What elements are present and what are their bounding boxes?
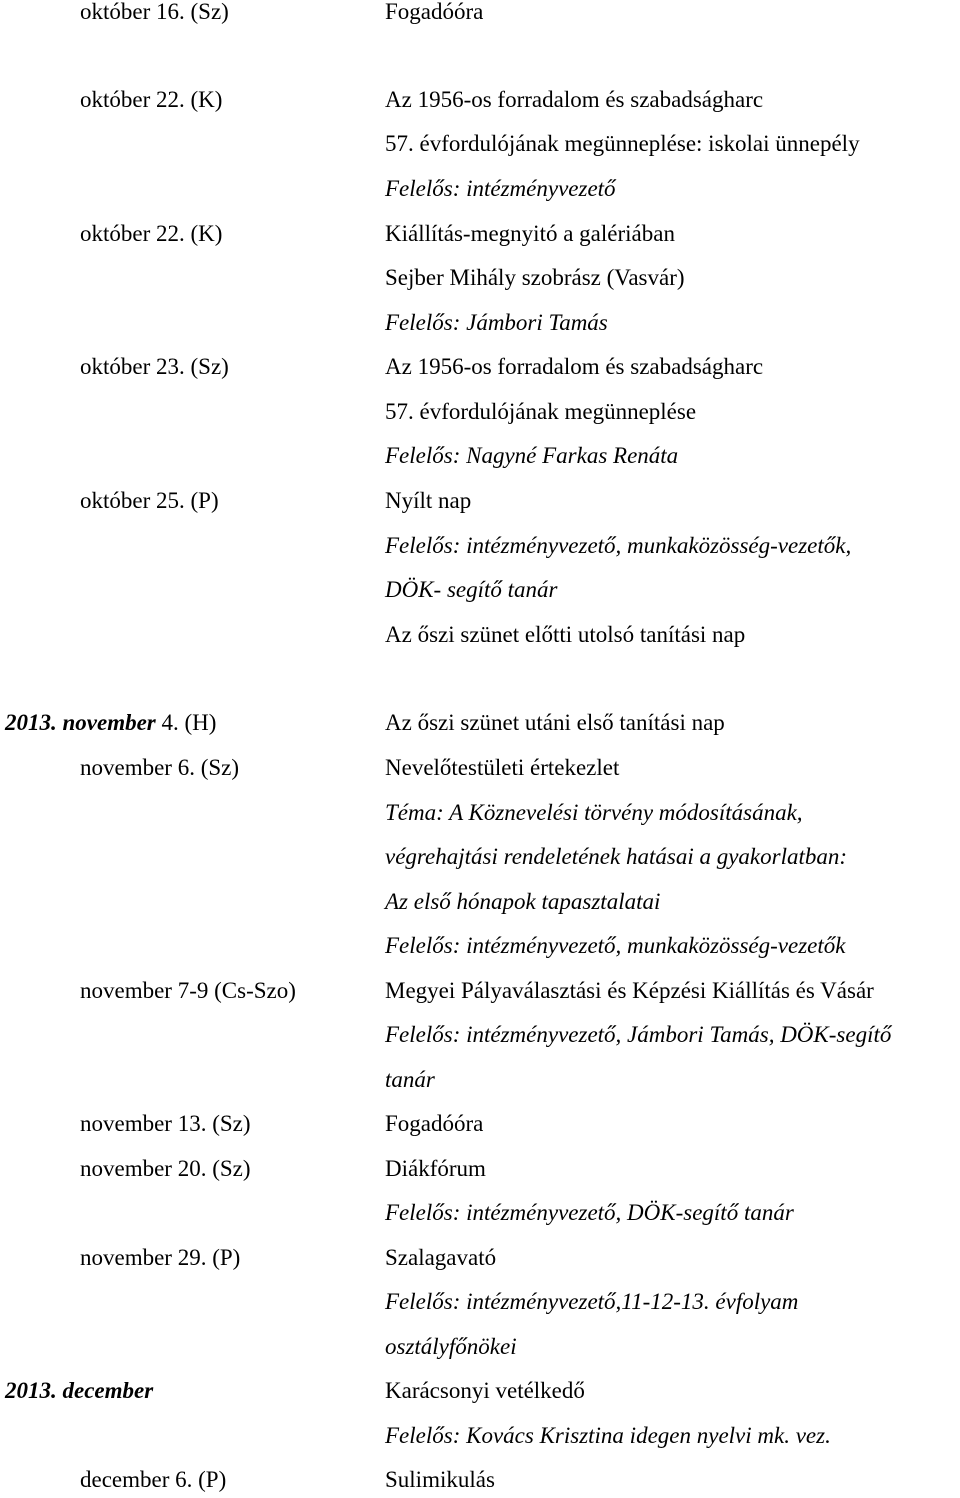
event-topic: végrehajtási rendeletének hatásai a gyakorlatban: (385, 844, 848, 869)
date-label: október 16. (Sz) (80, 0, 229, 24)
event-title: Sejber Mihály szobrász (Vasvár) (385, 265, 685, 290)
event-responsible: Felelős: Nagyné Farkas Renáta (385, 443, 679, 468)
event-title: Kiállítás-megnyitó a galériában (385, 221, 675, 246)
month-heading: 2013. december (5, 1378, 154, 1403)
date-label: október 22. (K) (80, 87, 223, 112)
event-title: Az 1956-os forradalom és szabadságharc (385, 354, 764, 379)
date-label: november 7-9 (Cs-Szo) (80, 978, 296, 1003)
event-responsible: Felelős: Kovács Krisztina idegen nyelvi mk. vez. (385, 1423, 831, 1448)
event-title: Az 1956-os forradalom és szabadságharc (385, 87, 764, 112)
event-responsible: Felelős: intézményvezető (385, 176, 616, 201)
event-title: Fogadóóra (385, 1111, 484, 1136)
event-topic: Az első hónapok tapasztalatai (385, 889, 661, 914)
event-title: Megyei Pályaválasztási és Képzési Kiállítás és Vásár (385, 978, 874, 1003)
event-title: Szalagavató (385, 1245, 497, 1270)
date-label: november 6. (Sz) (80, 755, 240, 780)
date-label (5, 709, 216, 737)
date-label: október 25. (P) (80, 488, 219, 513)
event-title: Az őszi szünet utáni első tanítási nap (385, 710, 725, 735)
event-title: 57. évfordulójának megünneplése: iskolai ünnepély (385, 131, 860, 156)
event-title: 57. évfordulójának megünneplése (385, 399, 697, 424)
month-heading: 2013. november (5, 710, 156, 735)
date-label: október 23. (Sz) (80, 354, 229, 379)
event-responsible: Felelős: intézményvezető, DÖK-segítő tanár (385, 1200, 794, 1225)
event-title: Karácsonyi vetélkedő (385, 1378, 585, 1403)
event-responsible: Felelős: intézményvezető, munkaközösség-vezetők, (385, 533, 852, 558)
date-label: november 13. (Sz) (80, 1111, 251, 1136)
date-label: november 20. (Sz) (80, 1156, 251, 1181)
event-title: Sulimikulás (385, 1467, 495, 1492)
event-topic: Téma: A Köznevelési törvény módosításának, (385, 800, 803, 825)
event-responsible: DÖK- segítő tanár (385, 577, 558, 602)
event-responsible: Felelős: intézményvezető, munkaközösség-vezetők (385, 933, 846, 958)
date-label: december 6. (P) (80, 1467, 227, 1492)
date-label: október 22. (K) (80, 221, 223, 246)
event-title: Diákfórum (385, 1156, 486, 1181)
event-note: Az őszi szünet előtti utolsó tanítási nap (385, 622, 746, 647)
event-title: Fogadóóra (385, 0, 484, 24)
event-responsible: osztályfőnökei (385, 1334, 517, 1359)
date-day: 4. (H) (155, 710, 217, 735)
date-label: november 29. (P) (80, 1245, 241, 1270)
event-responsible: Felelős: intézményvezető, Jámbori Tamás, DÖK-segítő (385, 1022, 892, 1047)
event-responsible: Felelős: Jámbori Tamás (385, 310, 608, 335)
event-title: Nevelőtestületi értekezlet (385, 755, 620, 780)
event-responsible: Felelős: intézményvezető,11-12-13. évfolyam (385, 1289, 799, 1314)
event-responsible: tanár (385, 1067, 435, 1092)
event-title: Nyílt nap (385, 488, 472, 513)
